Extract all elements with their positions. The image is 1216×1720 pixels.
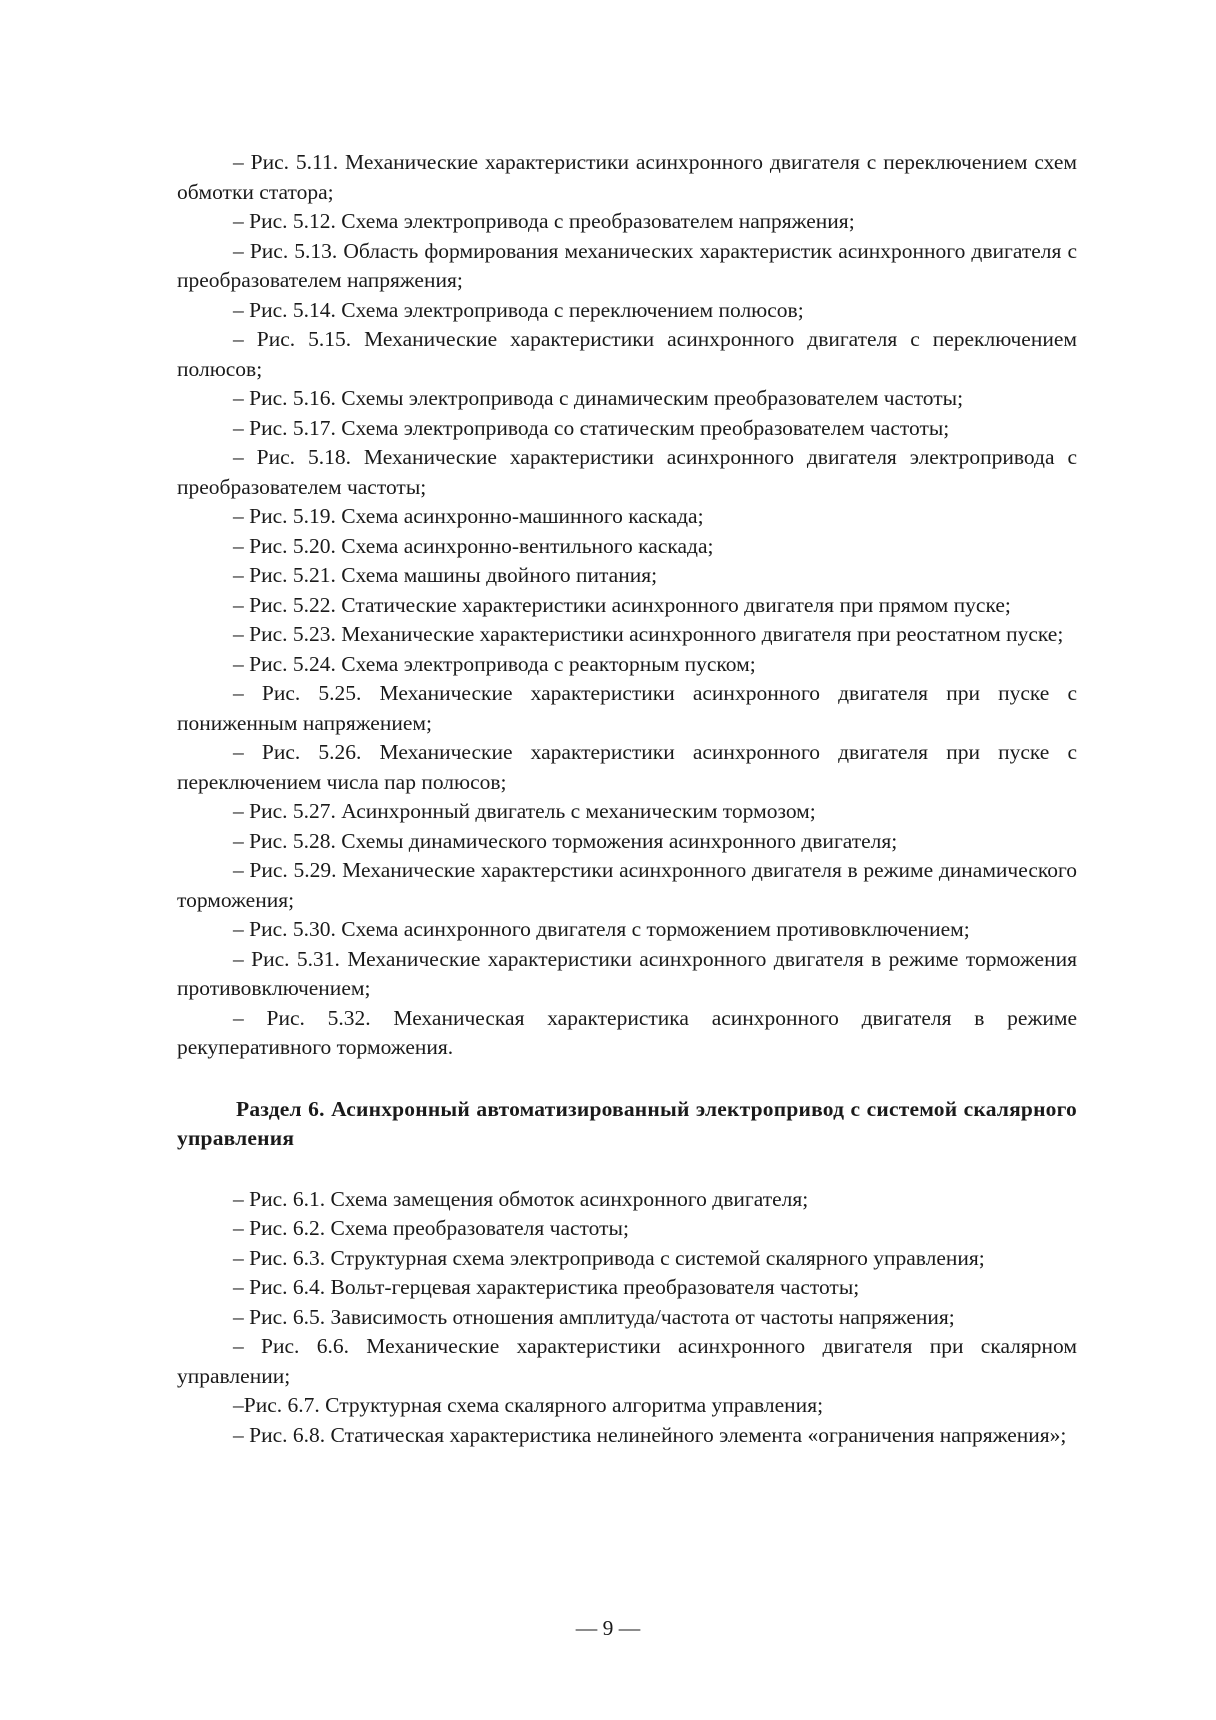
list-item: – Рис. 6.2. Схема преобразователя частоты; [233,1216,629,1240]
list-item: – Рис. 5.11. Механические характеристики асинхронного двигателя с переключением схем обмотки статора; [177,150,1077,204]
list-item: – Рис. 6.1. Схема замещения обмоток асинхронного двигателя; [233,1186,809,1211]
list-item: –Рис. 6.7. Структурная схема скалярного алгоритма управления; [233,1393,824,1417]
list-item: – Рис. 5.27. Асинхронный двигатель с механическим тормозом; [233,799,816,823]
list-item: – Рис. 5.18. Механические характеристики асинхронного двигателя электропривода с преобразователем частоты; [177,445,1077,499]
list-item: – Рис. 5.16. Схемы электропривода с динамическим преобразователем частоты; [233,386,964,410]
list-item: – Рис. 6.3. Структурная схема электропривода с системой скалярного управления; [233,1245,985,1270]
list-item: – Рис. 5.22. Статические характеристики асинхронного двигателя при прямом пуске; [233,592,1011,617]
list-item: – Рис. 5.30. Схема асинхронного двигателя с торможением противовключением; [233,917,970,941]
list-item: – Рис. 5.14. Схема электропривода с переключением полюсов; [233,297,804,322]
list-item: – Рис. 5.21. Схема машины двойного питания; [233,563,658,587]
section6-heading: Раздел 6. Асинхронный автоматизированный электропривод с системой скалярного управления [177,1096,1077,1150]
list-item: – Рис. 5.29. Механические характерстики асинхронного двигателя в режиме динамического торможения; [177,858,1077,912]
page-number: — 9 — [575,1616,641,1640]
list-item: – Рис. 5.19. Схема асинхронно-машинного каскада; [233,504,704,528]
list-item: – Рис. 5.28. Схемы динамического торможения асинхронного двигателя; [233,828,898,853]
section6-figure-list [177,1185,1077,1451]
list-item: – Рис. 6.6. Механические характеристики асинхронного двигателя при скалярном управлении; [177,1334,1077,1388]
list-item: – Рис. 5.12. Схема электропривода с преобразователем напряжения; [233,209,855,233]
list-item: – Рис. 5.32. Механическая характеристика асинхронного двигателя в режиме рекуперативного торможения. [177,1005,1077,1059]
list-item: – Рис. 5.26. Механические характеристики асинхронного двигателя при пуске с переключением числа пар полюсов; [177,740,1077,794]
page-content [177,148,1077,1450]
list-item: – Рис. 5.25. Механические характеристики асинхронного двигателя при пуске с пониженным напряжением; [177,681,1077,735]
list-item: – Рис. 5.24. Схема электропривода с реакторным пуском; [233,651,756,676]
list-item: – Рис. 5.31. Механические характеристики асинхронного двигателя в режиме торможения противовключением; [177,946,1077,1000]
list-item: – Рис. 5.17. Схема электропривода со статическим преобразователем частоты; [233,415,950,440]
list-item: – Рис. 5.20. Схема асинхронно-вентильного каскада; [233,533,714,558]
section5-figure-list [177,148,1077,1063]
list-item: – Рис. 6.8. Статическая характеристика нелинейного элемента «ограничения напряжения»; [233,1422,1067,1447]
list-item: – Рис. 6.5. Зависимость отношения амплитуда/частота от частоты напряжения; [233,1304,955,1329]
list-item: – Рис. 5.15. Механические характеристики асинхронного двигателя с переключением полюсов; [177,327,1077,381]
list-item: – Рис. 6.4. Вольт-герцевая характеристика преобразователя частоты; [233,1275,860,1299]
list-item: – Рис. 5.13. Область формирования механических характеристик асинхронного двигателя с преобразователем напряжения; [177,238,1077,292]
list-item: – Рис. 5.23. Механические характеристики асинхронного двигателя при реостатном пуске; [233,622,1064,646]
